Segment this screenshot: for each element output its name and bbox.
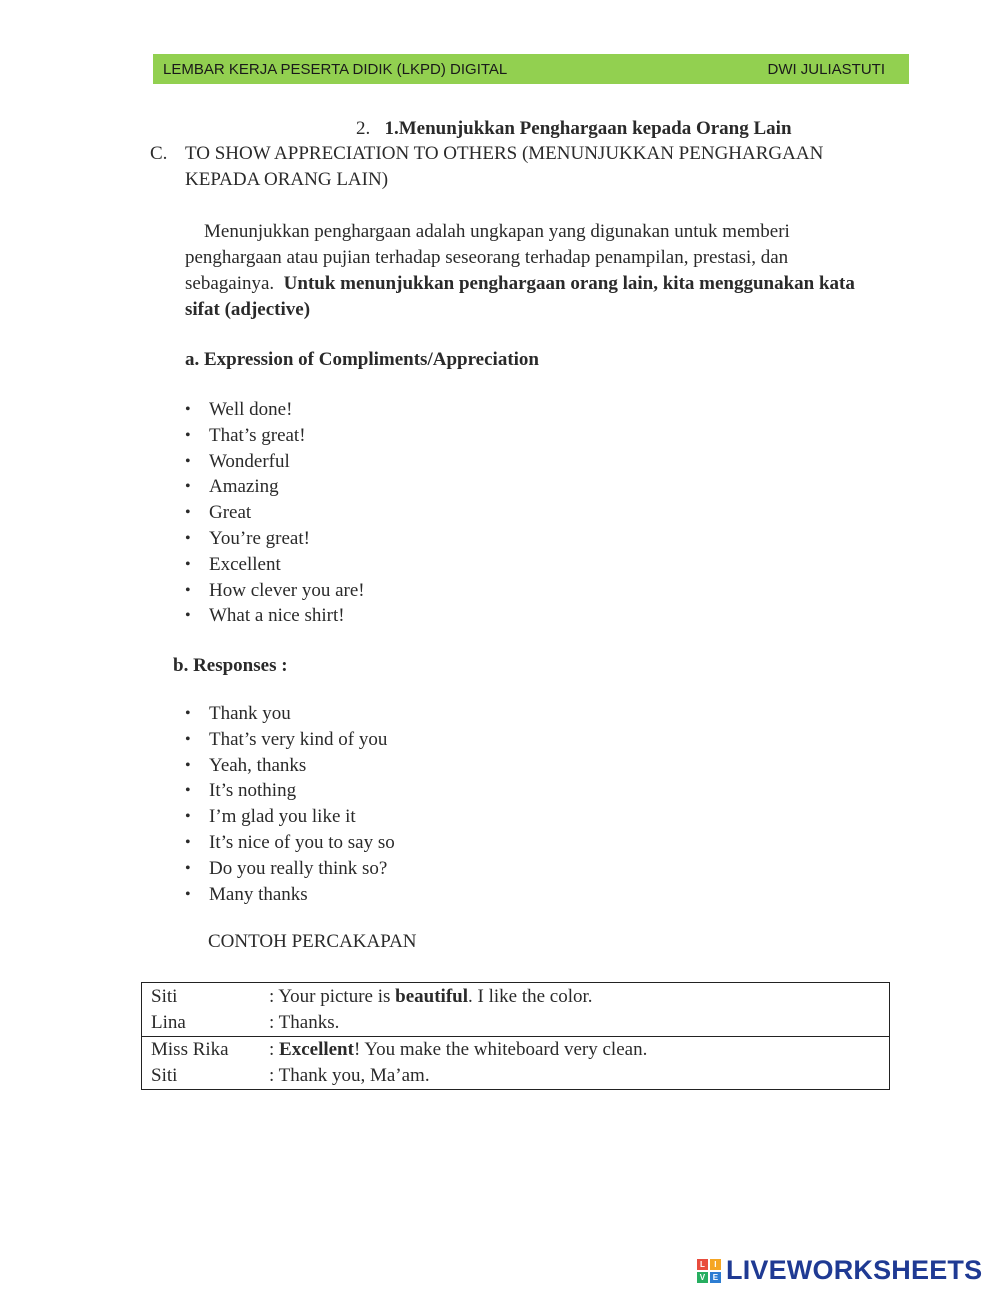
dialog-line: : Excellent! You make the whiteboard very clean. [260, 1037, 890, 1064]
compliments-list [185, 397, 365, 629]
dialog-speaker: Lina [151, 1012, 186, 1033]
list-item: • What a nice shirt! [185, 603, 365, 629]
bullet-icon: • [185, 859, 191, 877]
section-title-line2: KEPADA ORANG LAIN) [185, 169, 389, 190]
intro-bold: Untuk menunjukkan penghargaan orang lain, kita menggunakan kata sifat (adjective) [185, 273, 855, 320]
list-item: • You’re great! [185, 526, 365, 552]
table-row [142, 1010, 890, 1037]
liveworksheets-logo[interactable] [697, 1255, 982, 1286]
responses-heading: b. Responses : [173, 655, 288, 676]
dialog-line: : Thanks. [269, 1012, 340, 1033]
dialog-speaker: Miss Rika [142, 1037, 261, 1064]
bullet-icon: • [185, 452, 191, 470]
header-title: LEMBAR KERJA PESERTA DIDIK (LKPD) DIGITAL [163, 60, 508, 78]
bullet-icon: • [185, 705, 191, 722]
table-row [142, 1037, 890, 1064]
subtitle [356, 118, 792, 140]
bullet-icon: • [185, 885, 191, 903]
list-item: • Great [185, 500, 365, 526]
list-item: • It’s nice of you to say so [185, 830, 395, 856]
dialog-speaker: Siti [151, 1065, 178, 1086]
bullet-icon: • [185, 833, 191, 851]
list-item: • Well done! [185, 397, 365, 423]
header-author: DWI JULIASTUTI [767, 60, 885, 78]
table-row [142, 983, 890, 1011]
dialog-table [141, 982, 890, 1090]
section-letter: C. [150, 143, 168, 164]
intro-normal: Menunjukkan penghargaan adalah ungkapan yang digunakan untuk memberi penghargaan atau pujian terhadap seseorang terhadap penampilan, prestasi, dan sebagainya. [185, 221, 790, 294]
bullet-icon: • [185, 478, 191, 496]
dialog-speaker: Siti [151, 986, 178, 1007]
dialog-line: : Your picture is beautiful. I like the color. [269, 986, 593, 1007]
header-bar [153, 54, 909, 84]
list-item: • Wonderful [185, 449, 365, 475]
bullet-icon: • [185, 529, 191, 547]
bullet-icon: • [185, 581, 191, 599]
bullet-icon: • [185, 401, 191, 418]
list-item: • That’s great! [185, 423, 365, 449]
list-item: • I’m glad you like it [185, 804, 395, 830]
bullet-icon: • [185, 555, 191, 573]
list-item: • Thank you [185, 701, 395, 727]
bullet-icon: • [185, 426, 191, 444]
bullet-icon: • [185, 808, 191, 826]
example-title: CONTOH PERCAKAPAN [208, 931, 417, 952]
list-item: • Many thanks [185, 882, 395, 908]
dialog-line: : Thank you, Ma’am. [269, 1065, 430, 1086]
bullet-icon: • [185, 504, 191, 522]
list-item: • Yeah, thanks [185, 753, 395, 779]
bullet-icon: • [185, 756, 191, 774]
intro-paragraph [185, 219, 885, 323]
section-title-line1: TO SHOW APPRECIATION TO OTHERS (MENUNJUKKAN PENGHARGAAN [185, 143, 824, 164]
liveworksheets-logo-icon: L I V E [697, 1259, 721, 1283]
subtitle-number: 2. [356, 118, 371, 139]
list-item: • Do you really think so? [185, 856, 395, 882]
list-item: • That’s very kind of you [185, 727, 395, 753]
compliments-heading: a. Expression of Compliments/Appreciation [185, 349, 539, 370]
bullet-icon: • [185, 607, 191, 625]
list-item: • Amazing [185, 474, 365, 500]
responses-list [185, 701, 395, 907]
list-item: • How clever you are! [185, 578, 365, 604]
list-item: • It’s nothing [185, 778, 395, 804]
list-item: • Excellent [185, 552, 365, 578]
liveworksheets-logo-text: LIVEWORKSHEETS [726, 1255, 983, 1285]
bullet-icon: • [185, 782, 191, 800]
table-row [142, 1063, 890, 1090]
subtitle-text: 1.Menunjukkan Penghargaan kepada Orang Lain [384, 118, 792, 139]
bullet-icon: • [185, 730, 191, 748]
